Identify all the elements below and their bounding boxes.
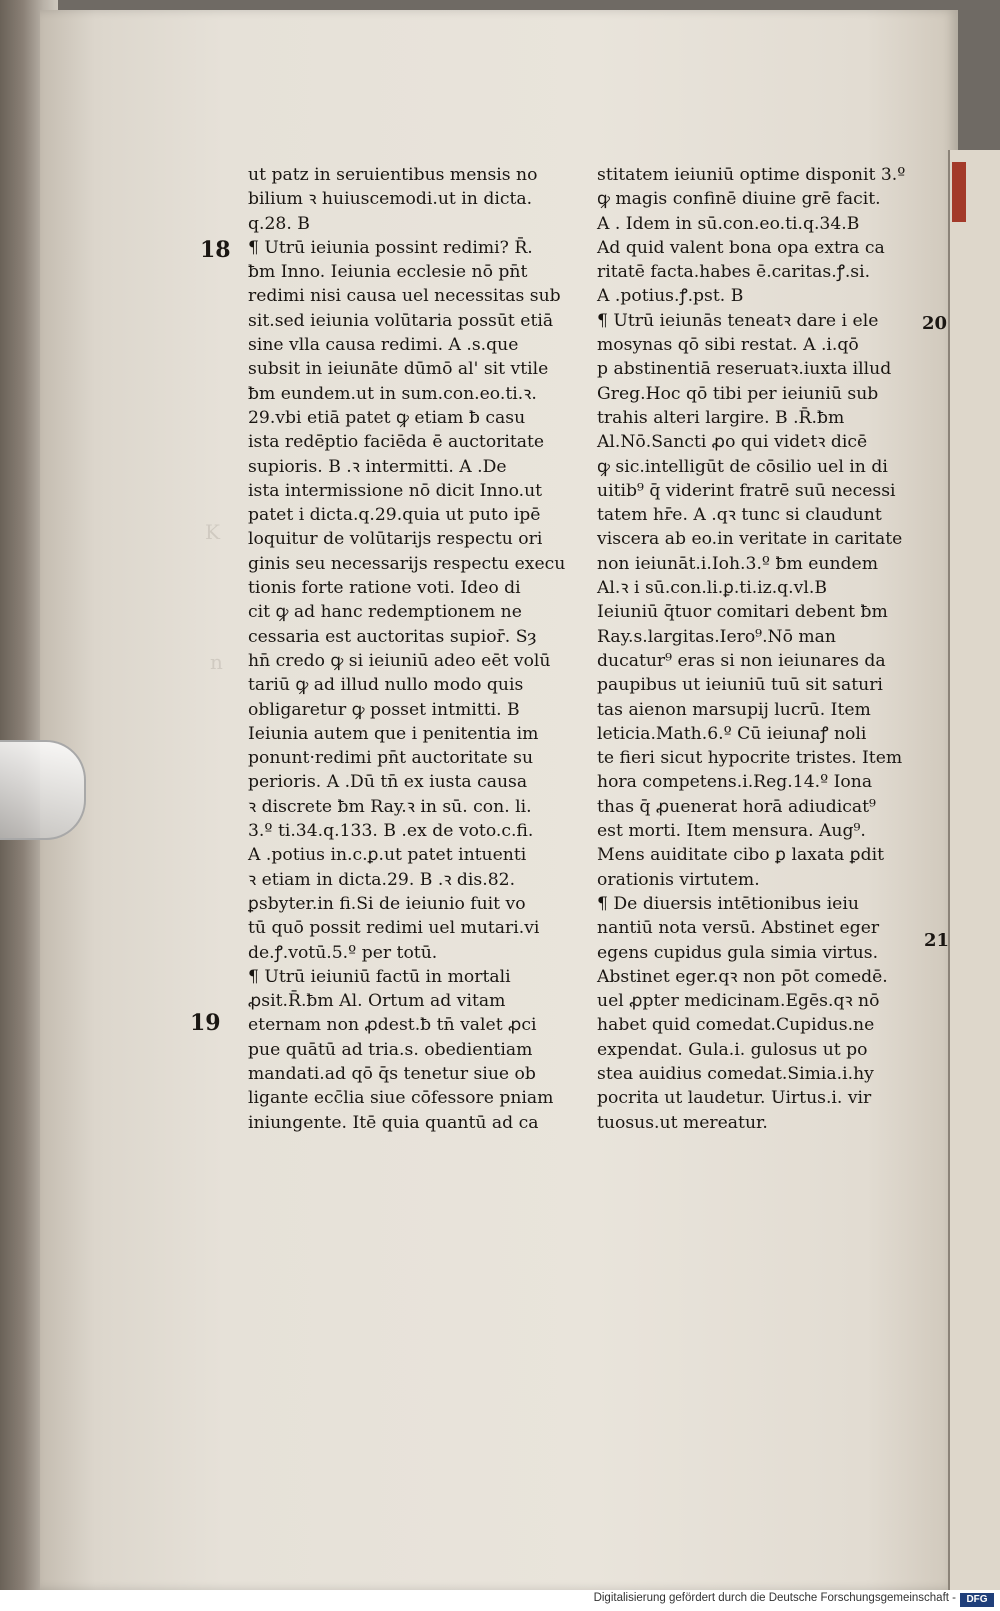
margin-number: 18: [200, 237, 231, 263]
text-line: pocrita ut laudetur. Uirtus.i. vir: [597, 1088, 872, 1109]
text-line: te fieri sicut hypocrite tristes. Item: [597, 748, 903, 769]
text-line: Ieiunia autem que i penitentia im: [248, 723, 539, 744]
text-line: est morti. Item mensura. Aug⁹.: [597, 821, 866, 842]
text-line: ut patz in seruientibus mensis no: [248, 165, 538, 185]
text-line: ducatur⁹ eras si non ieiunares da: [597, 650, 886, 671]
text-column-left: [248, 163, 573, 1135]
text-line: patet i dicta.q.29.quia ut puto ipē: [248, 505, 541, 526]
text-line: Al.ꝛ i sū.con.li.ꝑ.ti.iz.q.vl.B: [597, 578, 827, 599]
text-line: cessaria est auctoritas supior̄. Sȝ: [248, 626, 537, 647]
text-line: eternam non ꝓdest.ƀ tn̄ valet ꝓci: [248, 1015, 537, 1036]
text-line: ꝙ magis confinē diuine grē facit.: [597, 189, 881, 210]
text-line: tuosus.ut mereatur.: [597, 1112, 768, 1133]
text-line: ista intermissione nō dicit Inno.ut: [248, 480, 543, 501]
text-line: expendat. Gula.i. gulosus ut po: [597, 1039, 868, 1060]
text-line: Ray.s.largitas.Iero⁹.Nō man: [597, 626, 836, 647]
text-line: obligaretur ꝙ posset intmitti. B: [248, 699, 520, 720]
text-line: paupibus ut ieiuniū tuū sit saturi: [597, 675, 883, 696]
text-line: habet quid comedat.Cupidus.ne: [597, 1015, 875, 1036]
text-line: subsit in ieiunāte dūmō al' sit vtile: [248, 359, 549, 380]
rubrication-mark: [952, 162, 966, 222]
text-line: Ieiuniū q̄tuor comitari debent ƀm: [597, 602, 888, 623]
text-line: ꝛ etiam in dicta.29. B .ꝛ dis.82.: [248, 869, 516, 890]
text-line: viscera ab eo.in veritate in caritate: [597, 529, 903, 550]
text-line: Greg.Hoc qō tibi per ieiuniū sub: [597, 383, 879, 404]
text-line: leticia.Math.6.º Cū ieiunaꝭ noli: [597, 723, 867, 744]
text-line: ¶ Utrū ieiunās teneatꝛ dare i ele: [597, 310, 879, 331]
text-line: thas q̄ ꝓuenerat horā adiudicat⁹: [597, 796, 876, 817]
text-line: cit ꝙ ad hanc redemptionem ne: [248, 602, 522, 623]
text-line: non ieiunāt.i.Ioh.3.º ƀm eundem: [597, 553, 878, 574]
margin-number: 21: [924, 930, 950, 951]
text-line: ponunt·redimi pn̄t auctoritate su: [248, 748, 534, 769]
text-line: ꝙ sic.intelligūt de cōsilio uel in di: [597, 456, 888, 477]
text-line: redimi nisi causa uel necessitas sub: [248, 286, 561, 307]
text-line: ista redēptio faciēda ē auctoritate: [248, 432, 545, 453]
text-line: mandati.ad qō q̄s tenetur siue ob: [248, 1063, 536, 1084]
text-line: Abstinet eger.qꝛ non pōt comedē.: [597, 966, 888, 987]
text-line: nantiū nota versū. Abstinet eger: [597, 918, 880, 939]
text-line: stitatem ieiuniū optime disponit 3.º: [597, 165, 906, 185]
text-line: egens cupidus gula simia virtus.: [597, 942, 879, 963]
text-line: 3.º ti.34.q.133. B .ex de voto.c.fi.: [248, 821, 534, 842]
text-line: ƀm eundem.ut in sum.con.eo.ti.ꝛ.: [248, 383, 537, 404]
text-line: Mens auiditate cibo ꝑ laxata ꝑdit: [597, 845, 885, 866]
text-line: supioris. B .ꝛ intermitti. A .De: [248, 456, 507, 477]
text-line: ritatē facta.habes ē.caritas.ꝭ.si.: [597, 262, 871, 283]
text-line: uel ꝓpter medicinam.Egēs.qꝛ nō: [597, 991, 880, 1012]
text-line: A . Idem in sū.con.eo.ti.q.34.B: [597, 213, 860, 234]
text-line: ¶ Utrū ieiuniū factū in mortali: [248, 966, 511, 987]
text-line: mosynas qō sibi restat. A .i.qō: [597, 335, 859, 356]
text-line: Ad quid valent bona opa extra ca: [597, 237, 885, 258]
dfg-logo: DFG: [960, 1593, 994, 1607]
text-line: de.ꝭ.votū.5.º per totū.: [248, 942, 438, 963]
margin-number: 20: [922, 313, 948, 334]
text-line: ¶ Utrū ieiunia possint redimi? R̄.: [248, 237, 533, 258]
text-line: tatem hr̄e. A .qꝛ tunc si claudunt: [597, 505, 882, 526]
text-line: tionis forte ratione voti. Ideo di: [248, 578, 521, 599]
text-line: hora competens.i.Reg.14.º Iona: [597, 772, 873, 793]
text-line: sine vlla causa redimi. A .s.que: [248, 335, 519, 356]
text-line: sit.sed ieiunia volūtaria possūt etiā: [248, 310, 554, 331]
page-clip: [0, 740, 86, 840]
text-line: ligante ecc̄lia siue cōfessore pniam: [248, 1088, 554, 1109]
text-line: ꝛ discrete ƀm Ray.ꝛ in sū. con. li.: [248, 796, 532, 817]
text-line: q.28. B: [248, 213, 310, 234]
text-line: tū quō possit redimi uel mutari.vi: [248, 918, 540, 939]
show-through-mark: n: [210, 650, 223, 674]
text-line: trahis alteri largire. B .R̄.ƀm: [597, 407, 845, 428]
text-line: uitib⁹ q̄ viderint fratrē suū necessi: [597, 480, 896, 501]
text-line: hn̄ credo ꝙ si ieiuniū adeo eēt volū: [248, 650, 551, 671]
text-line: p abstinentiā reseruatꝛ.iuxta illud: [597, 359, 892, 380]
text-line: orationis virtutem.: [597, 869, 760, 890]
text-line: pue quātū ad tria.s. obedientiam: [248, 1039, 533, 1060]
text-line: ¶ De diuersis intētionibus ieiu: [597, 893, 859, 914]
text-line: ꝓsit.R̄.ƀm Al. Ortum ad vitam: [248, 991, 506, 1012]
text-line: iniungente. Itē quia quantū ad ca: [248, 1112, 539, 1133]
adjacent-page-edge: [948, 150, 1000, 1590]
text-line: ꝑsbyter.in fi.Si de ieiunio fuit vo: [248, 893, 526, 914]
text-line: bilium ꝛ huiuscemodi.ut in dicta.: [248, 189, 533, 210]
text-line: tas aienon marsupij lucrū. Item: [597, 699, 871, 720]
text-line: perioris. A .Dū tn̄ ex iusta causa: [248, 772, 528, 793]
text-line: 29.vbi etiā patet ꝙ etiam ƀ casu: [248, 407, 526, 428]
margin-number: 19: [190, 1010, 221, 1036]
text-line: loquitur de volūtarijs respectu ori: [248, 529, 543, 550]
text-column-right: [597, 163, 917, 1135]
text-line: ginis seu necessarijs respectu execu: [248, 553, 566, 574]
text-line: ƀm Inno. Ieiunia ecclesie nō pn̄t: [248, 262, 528, 283]
text-line: stea auidius comedat.Simia.i.hy: [597, 1063, 874, 1084]
footer-bar: [0, 1590, 1000, 1611]
text-line: A .potius in.c.ꝑ.ut patet intuenti: [248, 845, 527, 866]
funding-notice: Digitalisierung gefördert durch die Deutsche Forschungsgemeinschaft -: [593, 1592, 956, 1604]
show-through-mark: K: [205, 520, 220, 544]
text-line: tariū ꝙ ad illud nullo modo quis: [248, 675, 524, 696]
text-line: Al.Nō.Sancti ꝓo qui videtꝛ dicē: [597, 432, 868, 453]
text-line: A .potius.ꝭ.pst. B: [597, 286, 744, 307]
